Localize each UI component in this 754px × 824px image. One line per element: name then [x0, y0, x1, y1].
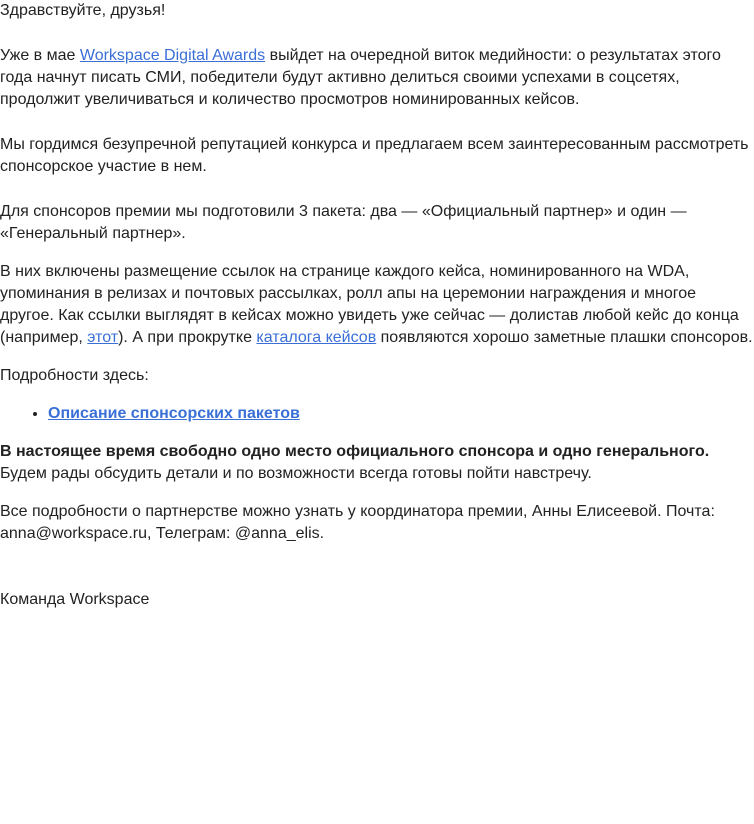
- example-case-link[interactable]: этот: [87, 329, 119, 346]
- intro-paragraph: [0, 45, 754, 111]
- included-suffix: появляются хорошо заметные плашки спонсоров.: [376, 329, 753, 346]
- packages-paragraph: Для спонсоров премии мы подготовили 3 пакета: два — «Официальный партнер» и один — «Генеральный партнер».: [0, 203, 687, 242]
- details-label: Подробности здесь:: [0, 367, 149, 384]
- reputation-paragraph: Мы гордимся безупречной репутацией конкурса и предлагаем всем заинтересованным рассмотреть спонсорское участие в нем.: [0, 136, 749, 175]
- sponsor-packages-link[interactable]: Описание спонсорских пакетов: [48, 405, 300, 422]
- availability-bold: В настоящее время свободно одно место официального спонсора и одно генерального.: [0, 443, 710, 460]
- details-list: [0, 403, 754, 425]
- intro-suffix: выйдет на очередной виток медийности: о результатах этого года начнут писать СМИ, победители будут активно делиться своими успехами в соцсетях, продолжит увеличиваться и количество просмотров номинированных кейсов.: [0, 47, 721, 108]
- availability-normal: Будем рады обсудить детали и по возможности всегда готовы пойти навстречу.: [0, 465, 592, 482]
- greeting: Здравствуйте, друзья!: [0, 2, 166, 19]
- case-catalog-link[interactable]: каталога кейсов: [256, 329, 377, 346]
- included-paragraph: [0, 261, 754, 349]
- included-middle: ). А при прокрутке: [118, 329, 257, 346]
- included-prefix: В них включены размещение ссылок на странице каждого кейса, номинированного на WDA, упоминания в релизах и почтовых рассылках, ролл апы на церемонии награждения и многое другое. Как ссылки выглядят в кейсах можно увидеть уже сейчас — долистав любой кейс до конца (например,: [0, 263, 739, 346]
- signature: Команда Workspace: [0, 591, 150, 608]
- contacts-paragraph: Все подробности о партнерстве можно узнать у координатора премии, Анны Елисеевой. Почта: anna@workspace.ru, Телеграм: @anna_elis.: [0, 503, 715, 542]
- awards-link[interactable]: Workspace Digital Awards: [79, 47, 266, 64]
- spacer: [0, 567, 754, 589]
- list-item: [48, 403, 754, 425]
- availability-paragraph: [0, 441, 754, 485]
- intro-prefix: Уже в мае: [0, 47, 80, 64]
